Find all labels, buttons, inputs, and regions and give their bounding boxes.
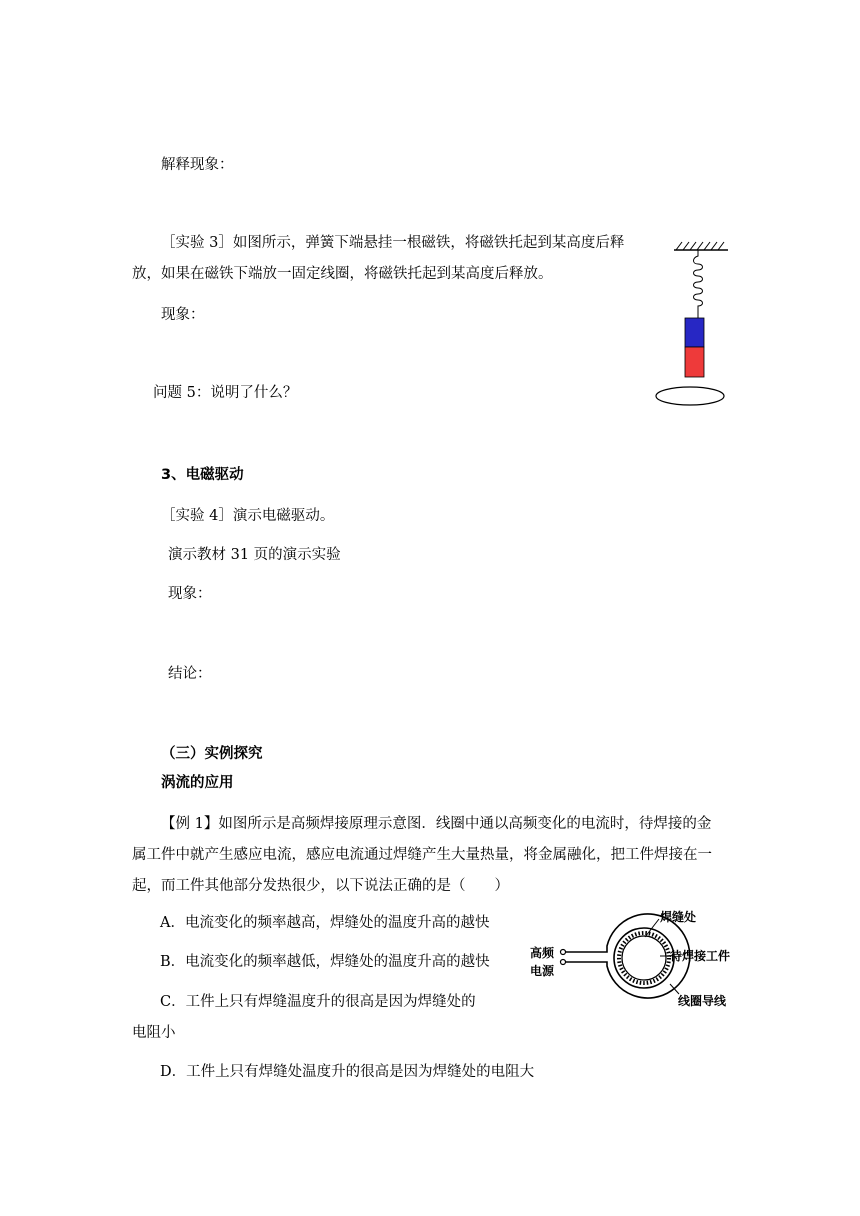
magnet-north	[685, 318, 704, 347]
spring-magnet-figure	[652, 238, 742, 408]
label-hf1: 高频	[530, 946, 555, 960]
fixed-coil	[656, 387, 724, 405]
example1-line1: 【例 1】如图所示是高频焊接原理示意图．线圈中通以高频变化的电流时，待焊接的金	[161, 816, 712, 832]
workpiece-inner	[622, 936, 666, 980]
examples-heading: （三）实例探究	[161, 746, 263, 762]
experiment3-line1: ［实验 3］如图所示，弹簧下端悬挂一根磁铁，将磁铁托起到某高度后释	[161, 235, 625, 251]
option-c-line1: C．工件上只有焊缝温度升的很高是因为焊缝处的	[160, 994, 476, 1010]
label-hf2: 电源	[530, 964, 555, 978]
section3-heading: 3、电磁驱动	[161, 467, 244, 483]
label-coil: 线圈导线	[678, 994, 727, 1008]
hf-terminal-bottom	[561, 960, 566, 965]
hf-terminal-top	[561, 950, 566, 955]
label-workpiece: 待焊接工件	[670, 949, 731, 963]
option-d: D．工件上只有焊缝处温度升的很高是因为焊缝处的电阻大	[160, 1064, 535, 1080]
experiment3-phenomenon: 现象：	[161, 307, 205, 323]
experiment4-conclusion: 结论：	[168, 666, 212, 682]
magnet-south	[685, 347, 704, 377]
eddy-application-heading: 涡流的应用	[161, 775, 234, 791]
welding-diagram	[528, 908, 748, 1008]
question5: 问题 5：说明了什么？	[153, 385, 298, 401]
experiment4-phenomenon: 现象：	[168, 586, 212, 602]
experiment3-line2: 放，如果在磁铁下端放一固定线圈，将磁铁托起到某高度后释放。	[132, 266, 553, 282]
option-b: B．电流变化的频率越低，焊缝处的温度升高的越快	[160, 954, 490, 970]
option-a: A．电流变化的频率越高，焊缝处的温度升高的越快	[160, 915, 490, 931]
option-c-line2: 电阻小	[132, 1025, 176, 1041]
experiment4-demo: 演示教材 31 页的演示实验	[168, 547, 341, 563]
example1-line3: 起，而工件其他部分发热很少，以下说法正确的是（ ）	[132, 878, 509, 894]
explain-phenomenon-prompt: 解释现象：	[161, 157, 234, 173]
example1-line2: 属工件中就产生感应电流，感应电流通过焊缝产生大量热量，将金属融化，把工件焊接在一	[132, 847, 712, 863]
experiment4-title: ［实验 4］演示电磁驱动。	[161, 508, 335, 524]
label-seam: 焊缝处	[660, 910, 697, 924]
spring	[694, 250, 703, 318]
